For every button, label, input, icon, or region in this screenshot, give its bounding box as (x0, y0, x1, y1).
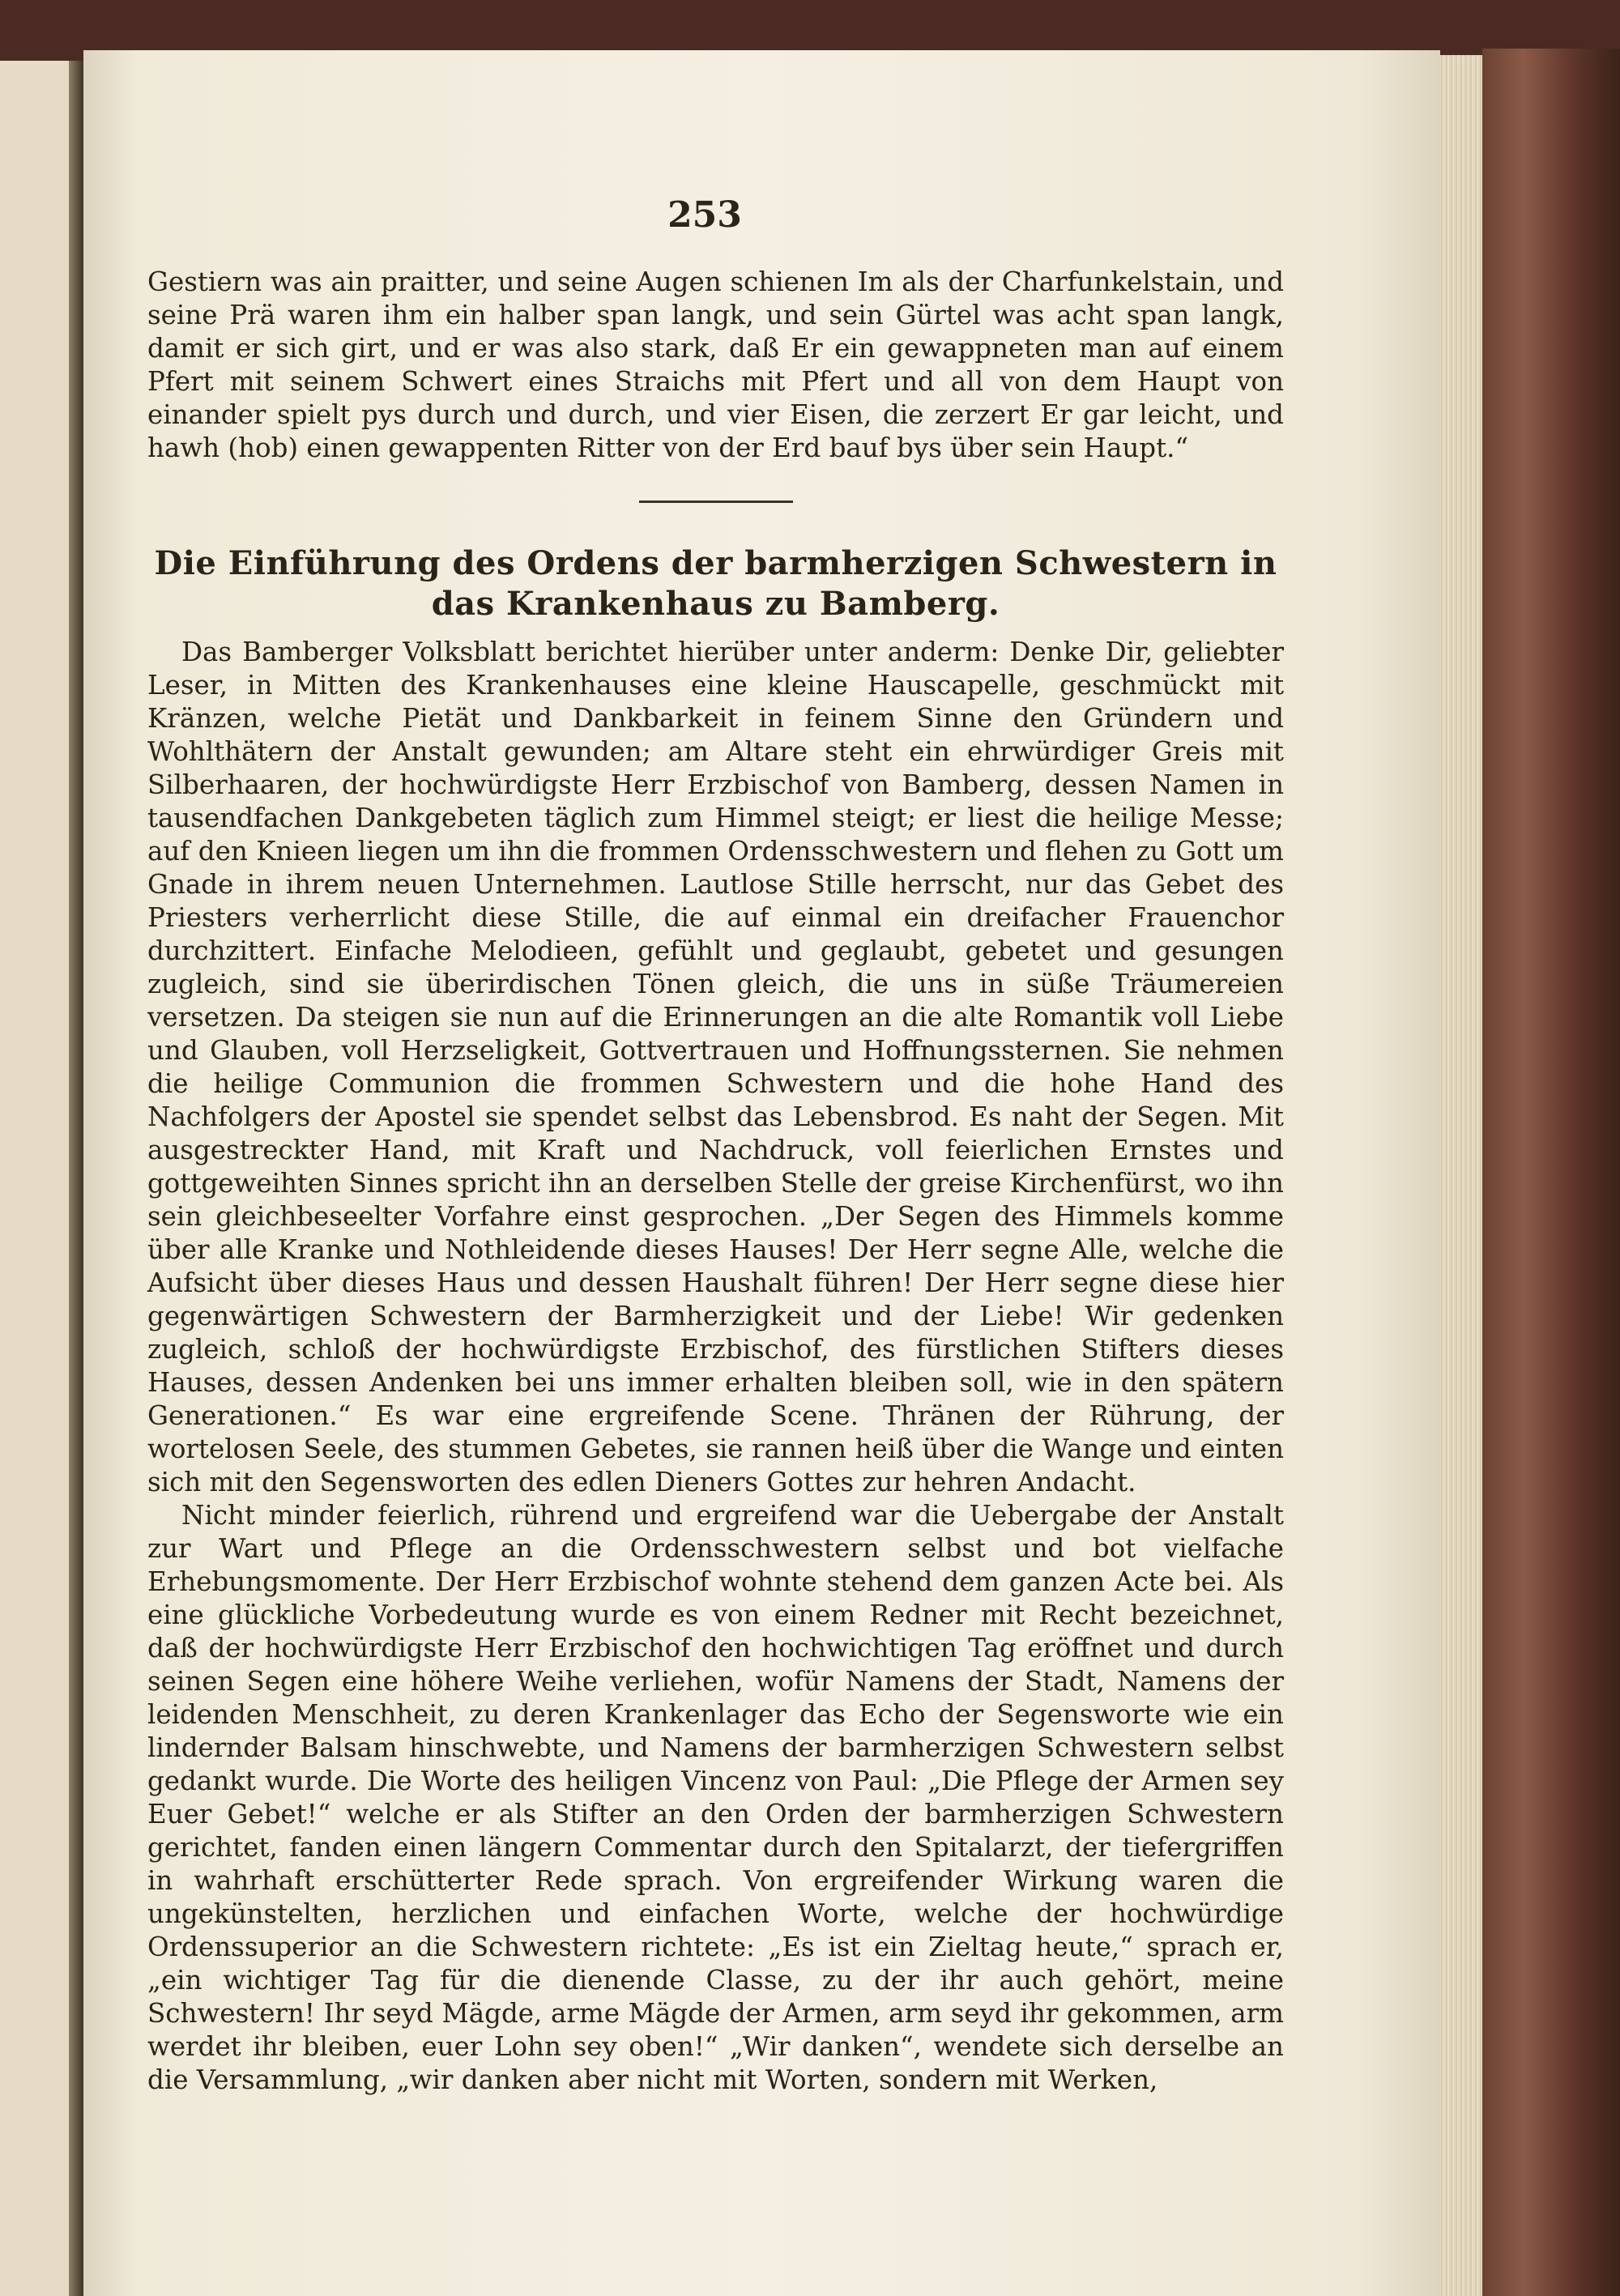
body-paragraph: Nicht minder feierlich, rührend und ergreifend war die Uebergabe der Anstalt zur Wart und Pflege an die Ordensschwestern selbst und bot vielfache Erhebungsmomente. Der Herr Erzbischof wohnte stehend dem ganzen Acte bei. Als eine glückliche Vorbedeutung wurde es von einem Redner mit Recht bezeichnet, daß der hochwürdigste Herr Erzbischof den hochwichtigen Tag eröffnet und durch seinen Segen eine höhere Weihe verliehen, wofür Namens der Stadt, Namens der leidenden Menschheit, zu deren Krankenlager das Echo der Segensworte wie ein lindernder Balsam hinschwebte, und Namens der barmherzigen Schwestern selbst gedankt wurde. Die Worte des heiligen Vincenz von Paul: „Die Pflege der Armen sey Euer Gebet!“ welche er als Stifter an den Orden der barmherzigen Schwestern gerichtet, fanden einen längern Commentar durch den Spitalarzt, der tiefergriffen in wahrhaft erschütterter Rede sprach. Von ergreifender Wirkung waren die ungekünstelten, herzlichen und einfachen Worte, welche der hochwürdige Ordenssuperior an die Schwestern richtete: „Es ist ein Zieltag heute,“ sprach er, „ein wichtiger Tag für die dienende Classe, zu der ihr auch gehört, meine Schwestern! Ihr seyd Mägde, arme Mägde der Armen, arm seyd ihr gekommen, arm werdet ihr bleiben, euer Lohn sey oben!“ „Wir danken“, wendete sich derselbe an die Versammlung, „wir danken aber nicht mit Worten, sondern mit Werken, (147, 1500, 1284, 2095)
page-content (147, 266, 1284, 2097)
page-number: 253 (667, 194, 742, 236)
book-gutter (69, 61, 83, 2296)
intro-paragraph: Gestiern was ain praitter, und seine Augen schienen Im als der Charfunkelstain, und seine Prä waren ihm ein halber span langk, und sein Gürtel was acht span langk, damit er sich girt, und er was also stark, daß Er ein gewappneten man auf einem Pfert mit seinem Schwert eines Straichs mit Pfert und all von dem Haupt von einander spielt pys durch und durch, und vier Eisen, die zerzert Er gar leicht, und hawh (hob) einen gewappenten Ritter von der Erd bauf bys über sein Haupt.“ (147, 266, 1284, 463)
body-paragraph: Das Bamberger Volksblatt berichtet hierüber unter anderm: Denke Dir, geliebter Leser, in Mitten des Krankenhauses eine kleine Hauscapelle, geschmückt mit Kränzen, welche Pietät und Dankbarkeit in feinem Sinne den Gründern und Wohlthätern der Anstalt gewunden; am Altare steht ein ehrwürdiger Greis mit Silberhaaren, der hochwürdigste Herr Erzbischof von Bamberg, dessen Namen in tausendfachen Dankgebeten täglich zum Himmel steigt; er liest die heilige Messe; auf den Knieen liegen um ihn die frommen Ordensschwestern und flehen zu Gott um Gnade in ihrem neuen Unternehmen. Lautlose Stille herrscht, nur das Gebet des Priesters verherrlicht diese Stille, die auf einmal ein dreifacher Frauenchor durchzittert. Einfache Melodieen, gefühlt und geglaubt, gebetet und gesungen zugleich, sind sie überirdischen Tönen gleich, die uns in süße Träumereien versetzen. Da steigen sie nun auf die Erinnerungen an die alte Romantik voll Liebe und Glauben, voll Herzseligkeit, Gottvertrauen und Hoffnungssternen. Sie nehmen die heilige Communion die frommen Schwestern und die hohe Hand des Nachfolgers der Apostel sie spendet selbst das Lebensbrod. Es naht der Segen. Mit ausgestreckter Hand, mit Kraft und Nachdruck, voll feierlichen Ernstes und gottgeweihten Sinnes spricht ihn an derselben Stelle der greise Kirchenfürst, wo ihn sein gleichbeseelter Vorfahre einst gesprochen. „Der Segen des Himmels komme über alle Kranke und Nothleidende dieses Hauses! Der Herr segne Alle, welche die Aufsicht über dieses Haus und dessen Haushalt führen! Der Herr segne diese hier gegenwärtigen Schwestern der Barmherzigkeit und der Liebe! Wir gedenken zugleich, schloß der hochwürdigste Erzbischof, des fürstlichen Stifters dieses Hauses, dessen Andenken bei uns immer erhalten bleiben soll, wie in den spätern Generationen.“ Es war eine ergreifende Scene. Thränen der Rührung, der wortelosen Seele, des stummen Gebetes, sie rannen heiß über die Wange und einten sich mit den Segensworten des edlen Dieners Gottes zur hehren Andacht. (147, 637, 1284, 1497)
section-divider (639, 501, 793, 503)
facing-page-edge (0, 61, 69, 2296)
article-heading: Die Einführung des Ordens der barmherzigen Schwestern in das Krankenhaus zu Bamberg. (154, 544, 1277, 623)
page-block-edges (1440, 55, 1482, 2296)
book-cover-edge (1482, 49, 1620, 2296)
